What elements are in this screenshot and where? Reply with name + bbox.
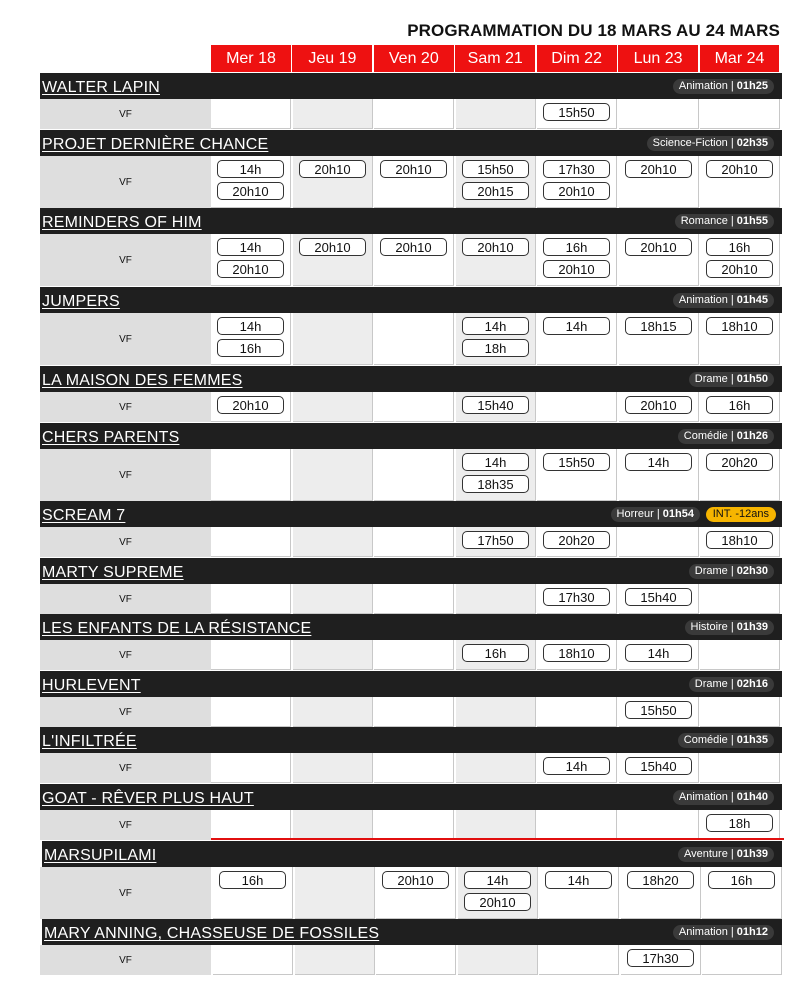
genre-label: Animation <box>678 791 728 803</box>
version-label: VF <box>40 945 211 975</box>
version-label: VF <box>40 99 211 129</box>
schedule-cell <box>213 945 293 975</box>
schedule-cell <box>702 945 782 975</box>
showtime-button[interactable]: 14h <box>545 871 612 889</box>
schedule-cell <box>537 392 617 422</box>
schedule-cell <box>700 753 780 783</box>
showtime-button[interactable]: 15h40 <box>625 757 692 775</box>
showtime-button[interactable]: 16h <box>708 871 775 889</box>
duration-label: 01h40 <box>736 791 768 803</box>
schedule-cell <box>619 753 699 783</box>
showtime-button[interactable]: 14h <box>543 757 610 775</box>
schedule-cell <box>374 313 454 365</box>
showtime-button[interactable]: 18h10 <box>706 531 773 549</box>
day-header: Lun 23 <box>618 45 698 72</box>
showtime-button[interactable]: 17h30 <box>543 588 610 606</box>
showtime-button[interactable]: 18h <box>462 339 529 357</box>
schedule-cell <box>376 867 456 919</box>
duration-label: 02h30 <box>736 565 768 577</box>
schedule-cell <box>700 156 780 208</box>
schedule-cell <box>537 527 617 557</box>
schedule-cell <box>619 449 699 501</box>
genre-label: Drame <box>694 678 728 690</box>
duration-label: 01h26 <box>736 430 768 442</box>
genre-duration-badge: Horreur | 01h54 <box>611 507 700 522</box>
showtime-button[interactable]: 14h <box>217 238 284 256</box>
genre-label: Drame <box>694 565 728 577</box>
schedule-cell <box>211 640 291 670</box>
movie-title[interactable]: MARSUPILAMI <box>44 847 157 864</box>
schedule-cell <box>293 697 373 727</box>
schedule-cell <box>456 584 536 614</box>
showtime-button[interactable]: 18h10 <box>543 644 610 662</box>
schedule-cell <box>537 156 617 208</box>
schedule-cell <box>619 697 699 727</box>
movie-header <box>40 784 782 810</box>
showtime-button[interactable]: 20h10 <box>380 238 447 256</box>
genre-duration-badge: Comédie | 01h35 <box>678 733 774 748</box>
showtime-button[interactable]: 14h <box>462 453 529 471</box>
showtime-button[interactable]: 20h20 <box>706 453 773 471</box>
movie-header <box>42 841 782 867</box>
genre-label: Science-Fiction <box>652 137 728 149</box>
showtime-button[interactable]: 15h50 <box>625 701 692 719</box>
schedule-cell <box>700 392 780 422</box>
movie-title[interactable]: MARY ANNING, CHASSEUSE DE FOSSILES <box>44 925 380 942</box>
day-header: Dim 22 <box>537 45 617 72</box>
day-header-row <box>211 45 781 72</box>
schedule-cell <box>293 156 373 208</box>
movie-header <box>40 287 782 313</box>
showtime-button[interactable]: 14h <box>543 317 610 335</box>
schedule-cell <box>374 527 454 557</box>
schedule-cell <box>211 584 291 614</box>
schedule-cell <box>213 867 293 919</box>
schedule-cell <box>621 867 701 919</box>
schedule-cell <box>211 234 291 286</box>
showtime-button[interactable]: 18h10 <box>706 317 773 335</box>
showtime-button[interactable]: 15h50 <box>543 453 610 471</box>
schedule-cell <box>456 156 536 208</box>
showtime-button[interactable]: 20h10 <box>382 871 449 889</box>
schedule-cell <box>456 234 536 286</box>
movie-title[interactable]: LES ENFANTS DE LA RÉSISTANCE <box>42 620 312 637</box>
showtime-button[interactable]: 16h <box>706 396 773 414</box>
version-label: VF <box>40 697 211 727</box>
schedule-cell <box>619 527 699 557</box>
schedule-cell <box>537 99 617 129</box>
schedule-cell <box>293 527 373 557</box>
schedule-cell <box>211 392 291 422</box>
day-header: Sam 21 <box>455 45 535 72</box>
showtime-button[interactable]: 16h <box>219 871 286 889</box>
version-label: VF <box>40 810 211 840</box>
showtime-button[interactable]: 20h10 <box>543 182 610 200</box>
genre-label: Animation <box>678 294 728 306</box>
movie-title[interactable]: REMINDERS OF HIM <box>42 214 202 231</box>
showtime-button[interactable]: 14h <box>217 160 284 178</box>
genre-label: Comédie <box>683 430 728 442</box>
schedule-cell <box>374 156 454 208</box>
schedule-cell <box>619 810 699 840</box>
schedule-cell <box>619 99 699 129</box>
genre-duration-badge: Comédie | 01h26 <box>678 429 774 444</box>
duration-label: 01h35 <box>736 734 768 746</box>
schedule-cell <box>293 584 373 614</box>
schedule-cell <box>537 313 617 365</box>
schedule-cell <box>293 99 373 129</box>
showtime-button[interactable]: 17h50 <box>462 531 529 549</box>
genre-label: Animation <box>678 926 728 938</box>
movie-header <box>40 671 782 697</box>
schedule-cell <box>374 697 454 727</box>
genre-label: Romance <box>680 215 728 227</box>
section-divider <box>211 838 784 840</box>
genre-label: Horreur <box>616 508 654 520</box>
genre-duration-badge: Drame | 01h50 <box>689 372 774 387</box>
schedule-cell <box>295 945 375 975</box>
showtime-button[interactable]: 20h10 <box>299 160 366 178</box>
schedule-cell <box>537 810 617 840</box>
schedule-cell <box>456 392 536 422</box>
genre-duration-badge: Animation | 01h25 <box>673 79 774 94</box>
movie-header <box>40 501 782 527</box>
schedule-cell <box>456 810 536 840</box>
showtime-button[interactable]: 20h10 <box>217 396 284 414</box>
movie-title[interactable]: PROJET DERNIÈRE CHANCE <box>42 136 269 153</box>
version-label: VF <box>40 867 211 919</box>
schedule-cell <box>619 313 699 365</box>
schedule-cell <box>700 313 780 365</box>
schedule-cell <box>700 697 780 727</box>
schedule-cell <box>456 697 536 727</box>
showtime-button[interactable]: 20h10 <box>217 182 284 200</box>
genre-label: Animation <box>678 80 728 92</box>
duration-label: 01h39 <box>736 848 768 860</box>
schedule-cell <box>537 449 617 501</box>
movie-title[interactable]: L'INFILTRÉE <box>42 733 137 750</box>
schedule-cell <box>537 697 617 727</box>
schedule-cell <box>537 234 617 286</box>
schedule-cell <box>211 156 291 208</box>
schedule-cell <box>374 640 454 670</box>
schedule-cell <box>700 810 780 840</box>
showtime-button[interactable]: 20h10 <box>625 160 692 178</box>
movie-header <box>40 208 782 234</box>
genre-duration-badge: Science-Fiction | 02h35 <box>647 136 774 151</box>
day-header: Ven 20 <box>374 45 454 72</box>
showtime-button[interactable]: 20h10 <box>217 260 284 278</box>
schedule-cell <box>539 867 619 919</box>
showtime-button[interactable]: 20h10 <box>706 160 773 178</box>
showtime-button[interactable]: 18h35 <box>462 475 529 493</box>
schedule-cell <box>293 234 373 286</box>
duration-label: 01h55 <box>736 215 768 227</box>
duration-label: 01h12 <box>736 926 768 938</box>
movie-header <box>40 423 782 449</box>
schedule-cell <box>376 945 456 975</box>
schedule-cell <box>619 156 699 208</box>
version-label: VF <box>40 449 211 501</box>
genre-duration-badge: Animation | 01h12 <box>673 925 774 940</box>
schedule-cell <box>456 527 536 557</box>
schedule-cell <box>700 527 780 557</box>
showtime-button[interactable]: 20h10 <box>543 260 610 278</box>
showtime-button[interactable]: 18h20 <box>627 871 694 889</box>
movie-header <box>40 366 782 392</box>
schedule-cell <box>374 392 454 422</box>
schedule-cell <box>700 99 780 129</box>
schedule-cell <box>374 753 454 783</box>
genre-label: Drame <box>694 373 728 385</box>
showtime-button[interactable]: 17h30 <box>543 160 610 178</box>
schedule-cell <box>456 313 536 365</box>
schedule-cell <box>458 867 538 919</box>
movie-title[interactable]: LA MAISON DES FEMMES <box>42 372 243 389</box>
schedule-cell <box>211 99 291 129</box>
showtime-button[interactable]: 14h <box>464 871 531 889</box>
movie-title[interactable]: HURLEVENT <box>42 677 141 694</box>
schedule-cell <box>700 234 780 286</box>
duration-label: 01h39 <box>736 621 768 633</box>
version-label: VF <box>40 753 211 783</box>
schedule-cell <box>456 753 536 783</box>
schedule-cell <box>456 640 536 670</box>
genre-duration-badge: Drame | 02h30 <box>689 564 774 579</box>
page-title: PROGRAMMATION DU 18 MARS AU 24 MARS <box>407 21 780 40</box>
schedule-cell <box>293 449 373 501</box>
showtime-button[interactable]: 20h10 <box>380 160 447 178</box>
schedule-cell <box>700 584 780 614</box>
schedule-cell <box>374 99 454 129</box>
genre-label: Histoire <box>690 621 728 633</box>
showtime-button[interactable]: 20h10 <box>299 238 366 256</box>
duration-label: 02h16 <box>736 678 768 690</box>
genre-duration-badge: Animation | 01h45 <box>673 293 774 308</box>
age-rating-badge: INT. -12ans <box>706 507 776 522</box>
movie-title[interactable]: MARTY SUPREME <box>42 564 184 581</box>
movie-title[interactable]: GOAT - RÊVER PLUS HAUT <box>42 790 254 807</box>
movie-header <box>40 558 782 584</box>
movie-title[interactable]: CHERS PARENTS <box>42 429 180 446</box>
showtime-button[interactable]: 14h <box>217 317 284 335</box>
showtime-button[interactable]: 15h40 <box>462 396 529 414</box>
version-label: VF <box>40 234 211 286</box>
movie-header <box>40 73 782 99</box>
schedule-cell <box>456 99 536 129</box>
duration-label: 01h50 <box>736 373 768 385</box>
schedule-cell <box>211 449 291 501</box>
showtime-button[interactable]: 15h50 <box>543 103 610 121</box>
genre-label: Aventure <box>683 848 728 860</box>
schedule-cell <box>619 640 699 670</box>
movie-title[interactable]: SCREAM 7 <box>42 507 126 524</box>
showtime-button[interactable]: 20h10 <box>464 893 531 911</box>
showtime-button[interactable]: 18h15 <box>625 317 692 335</box>
movie-title[interactable]: JUMPERS <box>42 293 120 310</box>
schedule-cell <box>293 313 373 365</box>
showtime-button[interactable]: 20h15 <box>462 182 529 200</box>
genre-label: Comédie <box>683 734 728 746</box>
schedule-cell <box>539 945 619 975</box>
schedule-cell <box>293 640 373 670</box>
schedule-cell <box>619 584 699 614</box>
showtime-button[interactable]: 17h30 <box>627 949 694 967</box>
duration-label: 02h35 <box>736 137 768 149</box>
schedule-cell <box>537 753 617 783</box>
showtime-button[interactable]: 18h <box>706 814 773 832</box>
showtime-button[interactable]: 15h40 <box>625 588 692 606</box>
showtime-button[interactable]: 16h <box>462 644 529 662</box>
genre-duration-badge: Aventure | 01h39 <box>678 847 774 862</box>
schedule-cell <box>458 945 538 975</box>
duration-label: 01h45 <box>736 294 768 306</box>
showtime-button[interactable]: 14h <box>625 644 692 662</box>
version-label: VF <box>40 156 211 208</box>
day-header: Jeu 19 <box>292 45 372 72</box>
duration-label: 01h54 <box>662 508 694 520</box>
schedule-cell <box>293 753 373 783</box>
version-label: VF <box>40 640 211 670</box>
schedule-cell <box>374 234 454 286</box>
duration-label: 01h25 <box>736 80 768 92</box>
version-label: VF <box>40 392 211 422</box>
movie-header <box>40 727 782 753</box>
schedule-cell <box>211 810 291 840</box>
showtime-button[interactable]: 16h <box>543 238 610 256</box>
schedule-cell <box>374 810 454 840</box>
schedule-cell <box>293 392 373 422</box>
schedule-cell <box>700 640 780 670</box>
showtime-button[interactable]: 15h50 <box>462 160 529 178</box>
version-label: VF <box>40 313 211 365</box>
showtime-button[interactable]: 16h <box>217 339 284 357</box>
genre-duration-badge: Histoire | 01h39 <box>685 620 774 635</box>
movie-title[interactable]: WALTER LAPIN <box>42 79 160 96</box>
schedule-cell <box>211 313 291 365</box>
genre-duration-badge: Drame | 02h16 <box>689 677 774 692</box>
showtime-button[interactable]: 20h10 <box>462 238 529 256</box>
schedule-cell <box>456 449 536 501</box>
schedule-cell <box>621 945 701 975</box>
showtime-button[interactable]: 14h <box>462 317 529 335</box>
version-label: VF <box>40 584 211 614</box>
schedule-cell <box>374 449 454 501</box>
day-header: Mer 18 <box>211 45 291 72</box>
schedule-cell <box>700 449 780 501</box>
movie-header <box>42 919 782 945</box>
showtime-button[interactable]: 20h20 <box>543 531 610 549</box>
schedule-cell <box>211 697 291 727</box>
schedule-cell <box>211 753 291 783</box>
movie-header <box>40 130 782 156</box>
movie-header <box>40 614 782 640</box>
showtime-button[interactable]: 20h10 <box>625 396 692 414</box>
schedule-cell <box>295 867 375 919</box>
showtime-button[interactable]: 14h <box>625 453 692 471</box>
genre-duration-badge: Animation | 01h40 <box>673 790 774 805</box>
version-label: VF <box>40 527 211 557</box>
schedule-cell <box>537 640 617 670</box>
schedule-cell <box>293 810 373 840</box>
showtime-button[interactable]: 16h <box>706 238 773 256</box>
schedule-cell <box>619 234 699 286</box>
schedule-cell <box>619 392 699 422</box>
schedule-cell <box>702 867 782 919</box>
genre-duration-badge: Romance | 01h55 <box>675 214 774 229</box>
schedule-cell <box>374 584 454 614</box>
schedule-cell <box>537 584 617 614</box>
showtime-button[interactable]: 20h10 <box>706 260 773 278</box>
day-header: Mar 24 <box>700 45 780 72</box>
schedule-cell <box>211 527 291 557</box>
showtime-button[interactable]: 20h10 <box>625 238 692 256</box>
